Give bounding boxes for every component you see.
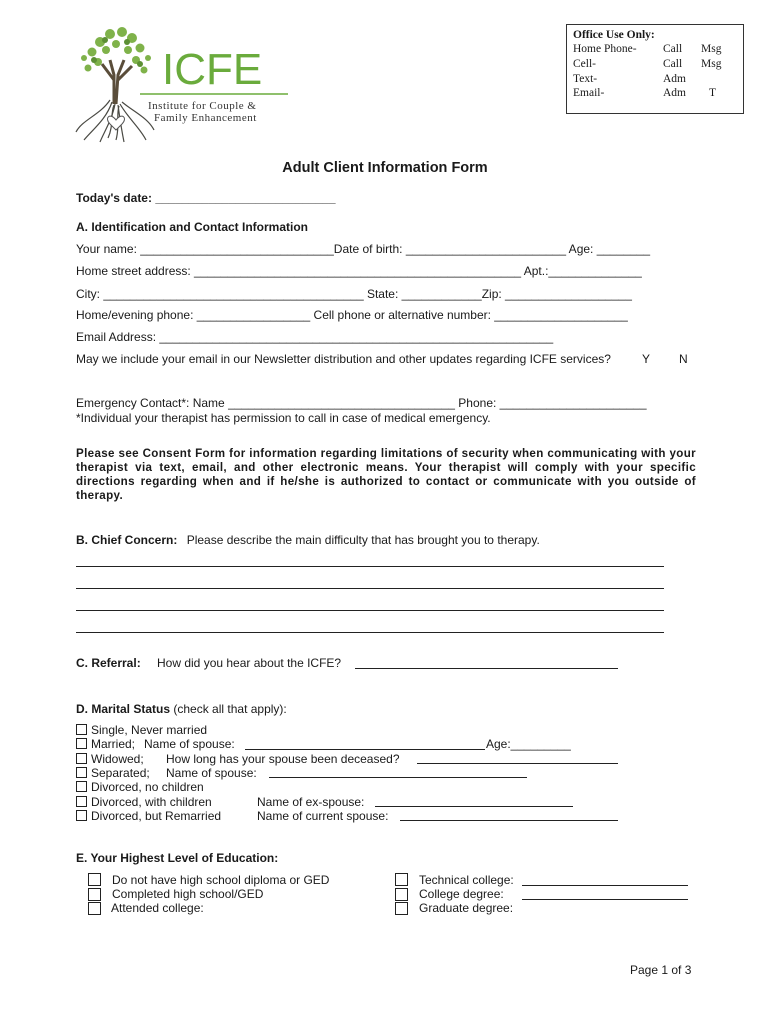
college-degree-line[interactable] <box>522 899 688 900</box>
office-row-c2: Msg <box>701 58 722 70</box>
deceased-line[interactable] <box>417 763 618 764</box>
current-spouse-label: Name of current spouse: <box>257 809 389 823</box>
deceased-label: How long has your spouse been deceased? <box>166 752 400 766</box>
section-d-header <box>76 702 287 716</box>
checkbox-graduate-degree[interactable] <box>395 902 408 915</box>
section-e-heading: E. Your Highest Level of Education: <box>76 851 279 865</box>
age-field[interactable]: Age:_________ <box>486 737 571 751</box>
section-b-prompt: Please describe the main difficulty that has brought you to therapy. <box>186 533 540 547</box>
concern-line[interactable] <box>76 588 664 589</box>
tree-logo-icon <box>70 20 290 145</box>
checkbox-attended-college[interactable] <box>88 902 101 915</box>
city-state-zip-line[interactable]: City: _______________________________________ State: ____________Zip: ___________________ <box>76 287 632 301</box>
office-row-label: Email- <box>573 87 605 99</box>
office-row-c1: Adm <box>663 73 686 85</box>
section-b-heading: B. Chief Concern: <box>76 533 178 547</box>
newsletter-yes[interactable]: Y <box>642 352 651 366</box>
edu-graduate-degree: Graduate degree: <box>419 901 514 915</box>
checkbox-no-diploma[interactable] <box>88 873 101 886</box>
office-use-heading: Office Use Only: <box>573 29 655 41</box>
sep-spouse-label: Name of spouse: <box>166 766 257 780</box>
checkbox-divorced-no-children[interactable] <box>76 781 87 792</box>
checkbox-widowed[interactable] <box>76 753 87 764</box>
phone-line[interactable]: Home/evening phone: _________________ Cell phone or alternative number: ____________________ <box>76 308 628 322</box>
office-row-c1: Call <box>663 58 683 70</box>
checkbox-separated[interactable] <box>76 767 87 778</box>
section-c-prompt: How did you hear about the ICFE? <box>157 656 342 670</box>
checkbox-divorced-remarried[interactable] <box>76 810 87 821</box>
ex-spouse-label: Name of ex-spouse: <box>257 795 365 809</box>
newsletter-question: May we include your email in our Newsletter distribution and other updates regarding ICFE services? <box>76 352 611 366</box>
page-number: Page 1 of 3 <box>630 963 692 977</box>
checkbox-technical-college[interactable] <box>395 873 408 886</box>
concern-line[interactable] <box>76 632 664 633</box>
section-d-heading: D. Marital Status <box>76 702 171 716</box>
office-row-label: Home Phone- <box>573 43 637 55</box>
option-separated: Separated; <box>91 766 150 780</box>
name-dob-age-line[interactable]: Your name: _____________________________Date of birth: ________________________ Age: ________ <box>76 242 651 256</box>
svg-text:ICFE: ICFE <box>162 45 263 94</box>
edu-attended-college: Attended college: <box>111 901 204 915</box>
option-widowed: Widowed; <box>91 752 144 766</box>
email-line[interactable]: Email Address: ___________________________________________________________ <box>76 330 554 344</box>
icfe-logo <box>70 20 290 145</box>
ex-spouse-line[interactable] <box>375 806 573 807</box>
checkbox-college-degree[interactable] <box>395 888 408 901</box>
office-row-label: Cell- <box>573 58 596 70</box>
office-row-c1: Adm <box>663 87 686 99</box>
section-d-note: (check all that apply): <box>173 702 287 716</box>
concern-line[interactable] <box>76 566 664 567</box>
sep-spouse-line[interactable] <box>269 777 527 778</box>
office-row-label: Text- <box>573 73 598 85</box>
form-title: Adult Client Information Form <box>282 160 488 176</box>
todays-date-field[interactable]: Today's date: ___________________________ <box>76 191 336 205</box>
option-single: Single, Never married <box>91 723 208 737</box>
option-married: Married; <box>91 737 136 751</box>
section-a-heading: A. Identification and Contact Information <box>76 220 308 234</box>
office-row-c2: T <box>709 87 717 99</box>
office-use-box <box>566 24 744 114</box>
spouse-line[interactable] <box>245 749 485 750</box>
section-c-heading: C. Referral: <box>76 656 141 670</box>
emergency-contact-line[interactable]: Emergency Contact*: Name __________________________________ Phone: ______________________ <box>76 396 647 410</box>
current-spouse-line[interactable] <box>400 820 618 821</box>
option-divorced-with-children: Divorced, with children <box>91 795 212 809</box>
newsletter-no[interactable]: N <box>679 352 688 366</box>
checkbox-divorced-with-children[interactable] <box>76 796 87 807</box>
svg-text:Institute for Couple &: Institute for Couple & <box>148 100 257 112</box>
option-divorced-remarried: Divorced, but Remarried <box>91 809 222 823</box>
address-line[interactable]: Home street address: _________________________________________________ Apt.:______________ <box>76 264 642 278</box>
consent-paragraph: Please see Consent Form for information regarding limitations of security when communicating with your therapist via text, email, and other electronic means. Your therapist will comply with your specific directions regarding when and if he/she is authorized to contact or communicate with you outside of therapy. <box>76 447 696 502</box>
checkbox-married[interactable] <box>76 738 87 749</box>
edu-college-degree: College degree: <box>419 887 504 901</box>
office-row-c2: Msg <box>701 43 722 55</box>
edu-high-school: Completed high school/GED <box>112 887 264 901</box>
concern-line[interactable] <box>76 610 664 611</box>
svg-text:Family Enhancement: Family Enhancement <box>154 112 257 124</box>
technical-college-line[interactable] <box>522 885 688 886</box>
referral-line[interactable] <box>355 668 618 669</box>
spouse-label: Name of spouse: <box>144 737 235 751</box>
section-b <box>76 533 540 547</box>
edu-technical-college: Technical college: <box>419 873 514 887</box>
checkbox-single[interactable] <box>76 724 87 735</box>
emergency-note: *Individual your therapist has permission to call in case of medical emergency. <box>76 411 491 425</box>
office-row-c1: Call <box>663 43 683 55</box>
edu-no-diploma: Do not have high school diploma or GED <box>112 873 330 887</box>
option-divorced-no-children: Divorced, no children <box>91 780 204 794</box>
checkbox-high-school[interactable] <box>88 888 101 901</box>
